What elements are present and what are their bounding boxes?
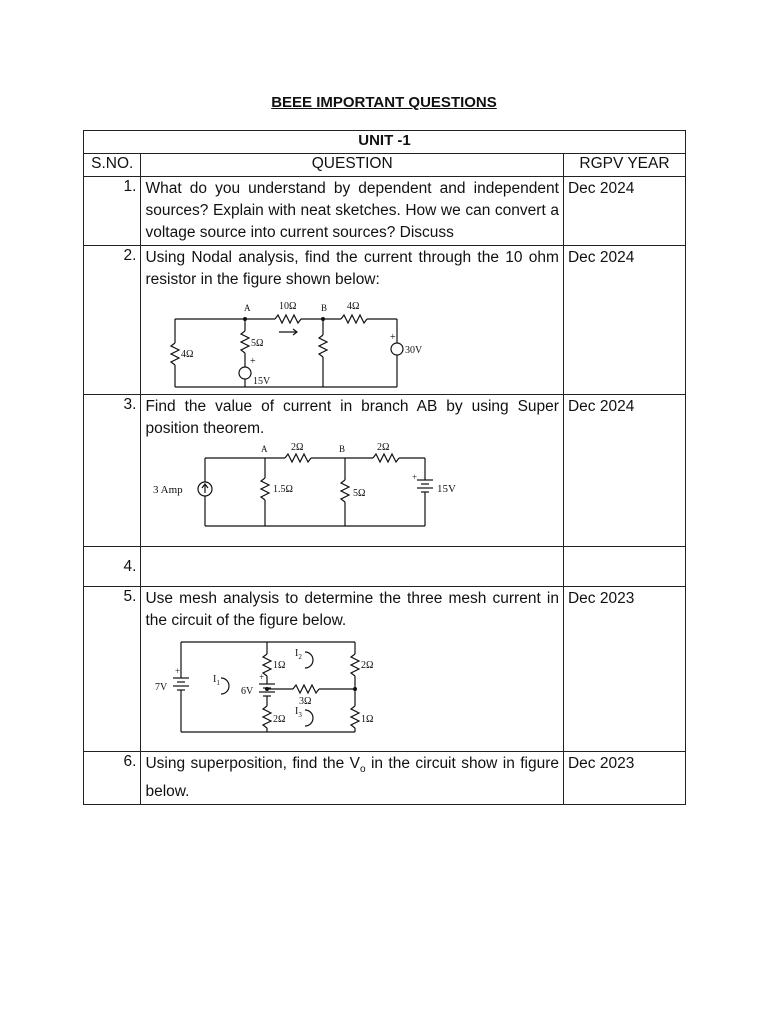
table-row: [84, 177, 686, 246]
question-cell: [141, 587, 564, 752]
question-cell: [141, 395, 564, 547]
resistor-top-label: 1Ω: [273, 660, 286, 671]
question-text: Use mesh analysis to determine the three mesh current in the circuit of the figure below.: [145, 590, 559, 629]
row-number: 6.: [84, 752, 141, 805]
nodal-circuit-diagram: [145, 293, 423, 393]
unit-heading: UNIT -1: [84, 131, 686, 154]
questions-table: [83, 130, 686, 805]
mesh-circuit-diagram: [145, 634, 395, 738]
table-row: [84, 547, 686, 587]
header-row: [84, 154, 686, 177]
resistor-bottom-right-label: 1Ω: [361, 714, 374, 725]
table-row: [84, 395, 686, 547]
source-mid-label: 15V: [253, 376, 271, 387]
row-number: 2.: [84, 246, 141, 395]
row-year: Dec 2023: [563, 752, 685, 805]
table-row: [84, 752, 686, 805]
node-a-label: A: [244, 303, 251, 313]
question-text: [141, 547, 564, 587]
mesh-current-1-label: $I_1$: [213, 674, 221, 687]
question-text: Find the value of current in branch AB by using Super position theorem.: [145, 398, 559, 437]
row-year: Dec 2024: [563, 177, 685, 246]
source-left-plus: +: [175, 666, 181, 676]
header-year: RGPV YEAR: [563, 154, 685, 177]
row-number: 1.: [84, 177, 141, 246]
header-question: QUESTION: [141, 154, 564, 177]
resistor-1-label: 1.5Ω: [273, 484, 294, 495]
current-source-label: 3 Amp: [153, 484, 184, 496]
row-year: Dec 2024: [563, 246, 685, 395]
resistor-left-label: 4Ω: [181, 349, 194, 360]
resistor-top-right-label: 2Ω: [361, 660, 374, 671]
superposition-circuit-diagram: [145, 442, 465, 534]
header-sno: S.NO.: [84, 154, 141, 177]
table-row: [84, 587, 686, 752]
node-a-label: A: [261, 444, 268, 454]
row-number: 4.: [84, 547, 141, 587]
source-right-label: 30V: [405, 345, 423, 356]
node-b-label: B: [321, 303, 328, 313]
table-row: [84, 246, 686, 395]
source-left-label: 7V: [155, 682, 168, 693]
mesh-current-2-label: $I_2$: [295, 648, 303, 661]
mesh-current-3-label: $I_3$: [295, 706, 303, 719]
resistor-2-label: 5Ω: [353, 488, 366, 499]
source-plus: +: [412, 472, 418, 482]
node-b-label: B: [339, 444, 346, 454]
row-number: 5.: [84, 587, 141, 752]
document-title: BEEE IMPORTANT QUESTIONS: [271, 94, 497, 111]
resistor-b-label: 2Ω: [377, 442, 390, 453]
unit-row: [84, 131, 686, 154]
resistor-ab-label: 2Ω: [291, 442, 304, 453]
source-mid-label: 6V: [241, 686, 254, 697]
question-text: Using superposition, find the $V_o$ in the circuit show in figure below.: [141, 752, 564, 805]
row-year: Dec 2024: [563, 395, 685, 547]
row-year: [563, 547, 685, 587]
voltage-source-label: 15V: [437, 483, 457, 495]
row-year: Dec 2023: [563, 587, 685, 752]
resistor-bottom-label: 2Ω: [273, 714, 286, 725]
resistor-ab-label: 10Ω: [279, 301, 297, 312]
resistor-b-label: 4Ω: [347, 301, 360, 312]
row-number: 3.: [84, 395, 141, 547]
question-cell: [141, 246, 564, 395]
source-mid-plus: +: [259, 672, 265, 682]
resistor-mid-label: 5Ω: [251, 338, 264, 349]
question-text: Using Nodal analysis, find the current through the 10 ohm resistor in the figure shown below:: [145, 249, 559, 288]
source-mid-plus: +: [250, 356, 257, 367]
resistor-middle-label: 3Ω: [299, 696, 312, 707]
source-right-plus: +: [390, 332, 397, 343]
question-text: What do you understand by dependent and independent sources? Explain with neat sketches. How we can convert a voltage source into current sources? Discuss: [141, 177, 564, 246]
